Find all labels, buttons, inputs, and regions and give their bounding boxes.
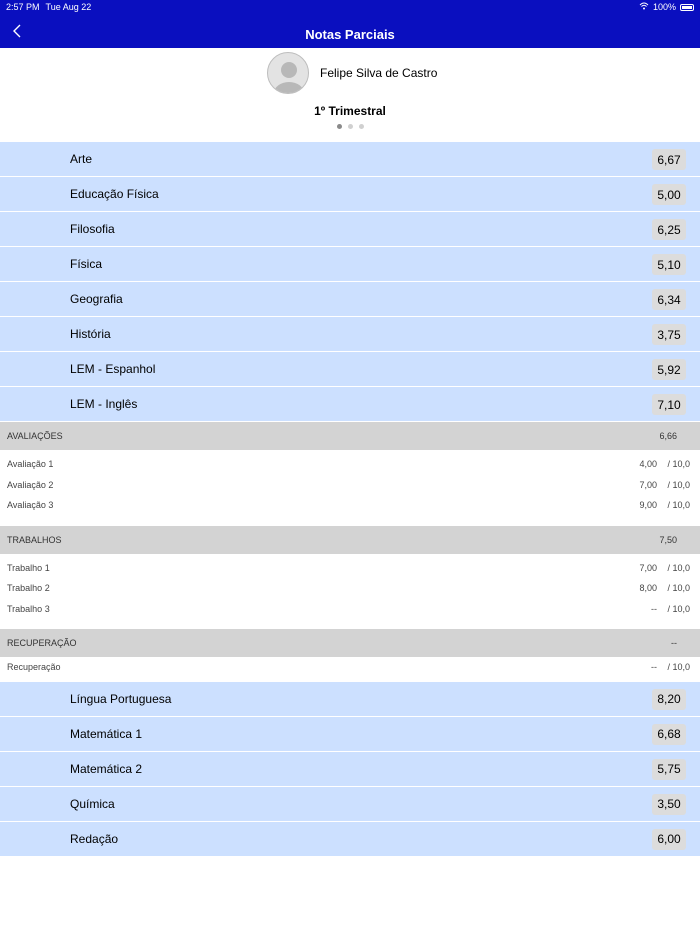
page-title: Notas Parciais	[305, 26, 395, 42]
item-score: 7,00	[639, 479, 657, 490]
battery-percent: 100%	[652, 2, 676, 12]
grade-badge: 6,25	[652, 219, 686, 240]
subject-row-educacao-fisica[interactable]	[0, 177, 700, 212]
subject-name: História	[70, 327, 111, 341]
item-score: --	[651, 662, 657, 673]
subject-row-fisica[interactable]	[0, 247, 700, 282]
back-button[interactable]	[6, 20, 28, 42]
trabalhos-list	[0, 554, 700, 630]
grade-badge: 8,20	[652, 689, 686, 710]
item-label: Recuperação	[7, 662, 61, 673]
item-score: 9,00	[639, 500, 657, 511]
subject-name: Redação	[70, 831, 119, 846]
subject-row-filosofia[interactable]	[0, 212, 700, 247]
item-label: Avaliação 3	[7, 500, 54, 511]
subject-row-lem-espanhol[interactable]	[0, 352, 700, 387]
student-header	[0, 52, 700, 142]
subject-name: LEM - Inglês	[70, 397, 138, 411]
subject-name: Física	[70, 257, 103, 271]
item-score: 4,00	[639, 459, 657, 470]
subject-row-lem-ingles[interactable]	[0, 387, 700, 422]
period-title: 1º Trimestral	[314, 104, 386, 118]
item-label: Trabalho 2	[7, 583, 50, 594]
score-separator: /	[667, 479, 670, 490]
subject-name: Educação Física	[70, 187, 159, 201]
grade-badge: 5,00	[652, 184, 686, 205]
score-separator: /	[667, 583, 670, 594]
grade-badge: 6,34	[652, 289, 686, 310]
item-label: Avaliação 1	[7, 459, 54, 470]
page-dot[interactable]	[337, 124, 342, 129]
subject-row-arte[interactable]	[0, 142, 700, 177]
list-item	[0, 657, 700, 678]
item-label: Avaliação 2	[7, 479, 54, 490]
score-separator: /	[667, 662, 670, 673]
item-max: 10,0	[672, 583, 690, 594]
subject-row-redacao[interactable]	[0, 822, 700, 857]
subject-row-quimica[interactable]	[0, 787, 700, 822]
section-header-trabalhos	[0, 526, 700, 554]
item-max: 10,0	[672, 479, 690, 490]
subject-row-matematica-1[interactable]	[0, 717, 700, 752]
subject-name: Filosofia	[70, 222, 115, 236]
subject-name: Língua Portuguesa	[70, 691, 172, 706]
item-max: 10,0	[672, 459, 690, 470]
grade-badge: 3,50	[652, 794, 686, 815]
item-score: 8,00	[639, 583, 657, 594]
subject-name: Química	[70, 796, 115, 811]
subject-row-historia[interactable]	[0, 317, 700, 352]
avaliacoes-list	[0, 450, 700, 526]
grade-badge: 6,68	[652, 724, 686, 745]
battery-icon	[680, 4, 694, 11]
grades-list	[0, 142, 700, 857]
score-separator: /	[667, 603, 670, 614]
subject-name: Geografia	[70, 292, 123, 306]
item-max: 10,0	[672, 500, 690, 511]
grade-badge: 5,75	[652, 759, 686, 780]
section-label: AVALIAÇÕES	[7, 431, 63, 441]
subject-row-matematica-2[interactable]	[0, 752, 700, 787]
item-max: 10,0	[672, 603, 690, 614]
grade-badge: 5,10	[652, 254, 686, 275]
status-time: 2:57 PM	[6, 2, 40, 12]
student-name: Felipe Silva de Castro	[320, 66, 438, 80]
section-average: --	[671, 638, 677, 648]
person-icon	[268, 53, 309, 94]
section-average: 6,66	[659, 431, 677, 441]
subject-row-geografia[interactable]	[0, 282, 700, 317]
grade-badge: 6,00	[652, 829, 686, 850]
avatar	[267, 52, 309, 94]
score-separator: /	[667, 500, 670, 511]
score-separator: /	[667, 459, 670, 470]
navigation-bar	[0, 14, 700, 48]
recuperacao-list	[0, 657, 700, 682]
chevron-left-icon	[12, 24, 22, 38]
subject-name: Matemática 2	[70, 761, 143, 776]
list-item	[0, 495, 700, 516]
grade-badge: 5,92	[652, 359, 686, 380]
grade-badge: 6,67	[652, 149, 686, 170]
list-item	[0, 454, 700, 475]
subject-name: Matemática 1	[70, 726, 143, 741]
item-label: Trabalho 3	[7, 603, 50, 614]
status-date: Tue Aug 22	[45, 2, 92, 12]
score-separator: /	[667, 562, 670, 573]
subject-name: LEM - Espanhol	[70, 362, 156, 376]
page-indicator[interactable]	[0, 124, 700, 129]
grade-badge: 7,10	[652, 394, 686, 415]
section-label: TRABALHOS	[7, 534, 62, 545]
section-label: RECUPERAÇÃO	[7, 638, 77, 648]
section-header-recuperacao	[0, 629, 700, 657]
subject-row-lingua-portuguesa[interactable]	[0, 682, 700, 717]
status-bar	[0, 0, 700, 14]
list-item	[0, 475, 700, 496]
page-dot[interactable]	[348, 124, 353, 129]
item-label: Trabalho 1	[7, 562, 50, 573]
section-header-avaliacoes	[0, 422, 700, 450]
item-max: 10,0	[672, 662, 690, 673]
subject-name: Arte	[70, 152, 93, 166]
list-item	[0, 578, 700, 599]
grade-badge: 3,75	[652, 324, 686, 345]
list-item	[0, 558, 700, 579]
list-item	[0, 599, 700, 620]
section-average: 7,50	[659, 534, 677, 545]
wifi-icon	[639, 2, 649, 12]
item-score: --	[651, 603, 657, 614]
item-max: 10,0	[672, 562, 690, 573]
page-dot[interactable]	[359, 124, 364, 129]
item-score: 7,00	[639, 562, 657, 573]
